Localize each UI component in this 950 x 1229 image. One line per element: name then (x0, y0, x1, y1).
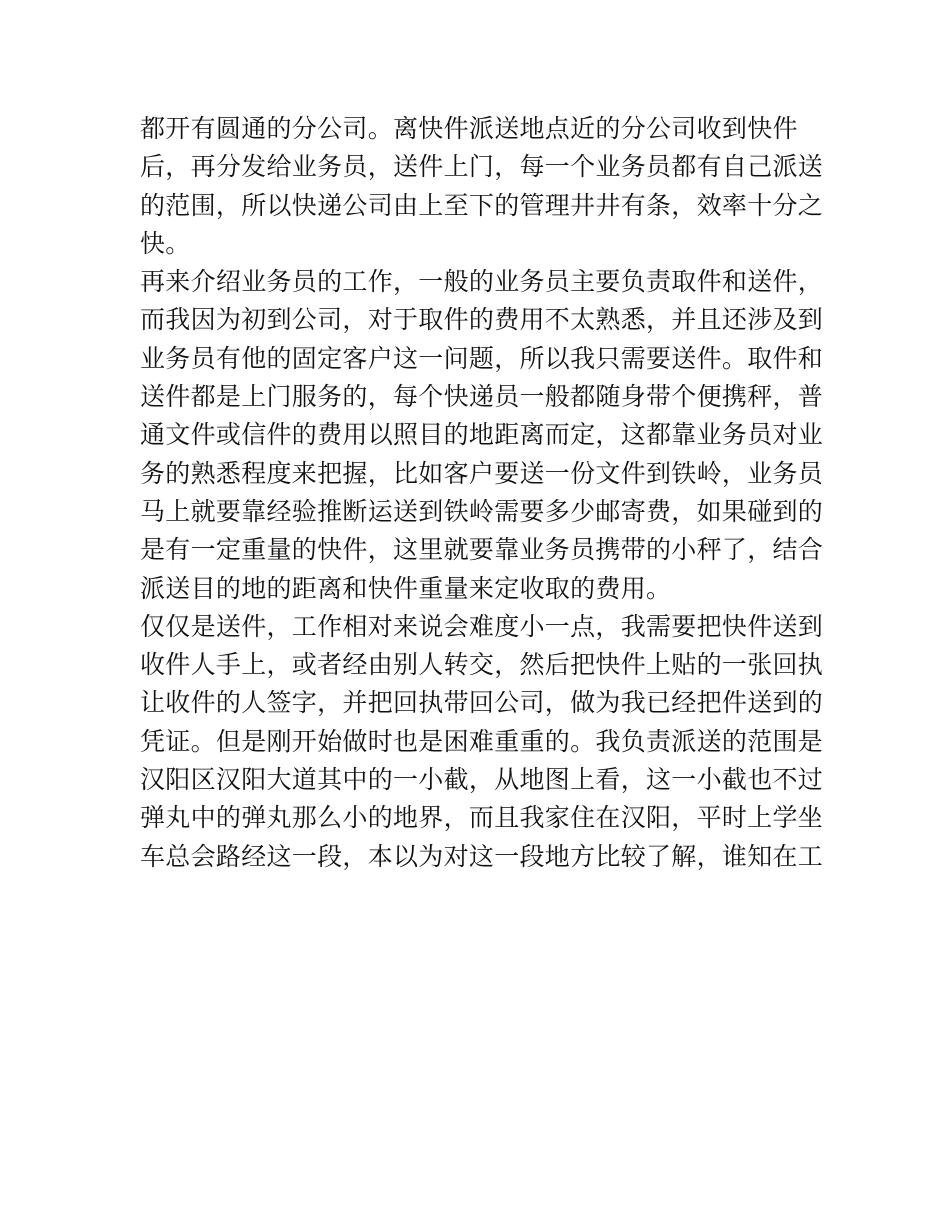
body-text (140, 110, 824, 876)
text-line: 仅仅是送件，工作相对来说会难度小一点，我需要把快件送到 (140, 611, 824, 641)
text-line: 车总会路经这一段，本以为对这一段地方比较了解，谁知在工 (140, 841, 824, 871)
text-line: 凭证。但是刚开始做时也是困难重重的。我负责派送的范围是 (140, 726, 824, 756)
text-line: 弹丸中的弹丸那么小的地界，而且我家住在汉阳，平时上学坐 (140, 803, 824, 833)
text-line: 业务员有他的固定客户这一问题，所以我只需要送件。取件和 (140, 343, 824, 373)
text-line: 再来介绍业务员的工作，一般的业务员主要负责取件和送件， (140, 267, 824, 297)
text-line: 快。 (140, 228, 191, 258)
text-line: 后，再分发给业务员，送件上门，每一个业务员都有自己派送 (140, 152, 824, 182)
text-line: 送件都是上门服务的，每个快递员一般都随身带个便携秤，普 (140, 382, 824, 412)
text-line: 让收件的人签字，并把回执带回公司，做为我已经把件送到的 (140, 688, 824, 718)
text-line: 的范围，所以快递公司由上至下的管理井井有条，效率十分之 (140, 190, 824, 220)
text-line: 派送目的地的距离和快件重量来定收取的费用。 (140, 573, 672, 603)
text-line: 马上就要靠经验推断运送到铁岭需要多少邮寄费，如果碰到的 (140, 496, 824, 526)
text-line: 通文件或信件的费用以照目的地距离而定，这都靠业务员对业 (140, 420, 824, 450)
text-line: 务的熟悉程度来把握，比如客户要送一份文件到铁岭，业务员 (140, 458, 824, 488)
text-line: 都开有圆通的分公司。离快件派送地点近的分公司收到快件 (140, 114, 798, 143)
text-line: 而我因为初到公司，对于取件的费用不太熟悉，并且还涉及到 (140, 305, 824, 335)
text-line: 收件人手上，或者经由别人转交，然后把快件上贴的一张回执 (140, 650, 824, 680)
text-line: 是有一定重量的快件，这里就要靠业务员携带的小秤了，结合 (140, 535, 824, 565)
text-line: 汉阳区汉阳大道其中的一小截，从地图上看，这一小截也不过 (140, 765, 824, 795)
